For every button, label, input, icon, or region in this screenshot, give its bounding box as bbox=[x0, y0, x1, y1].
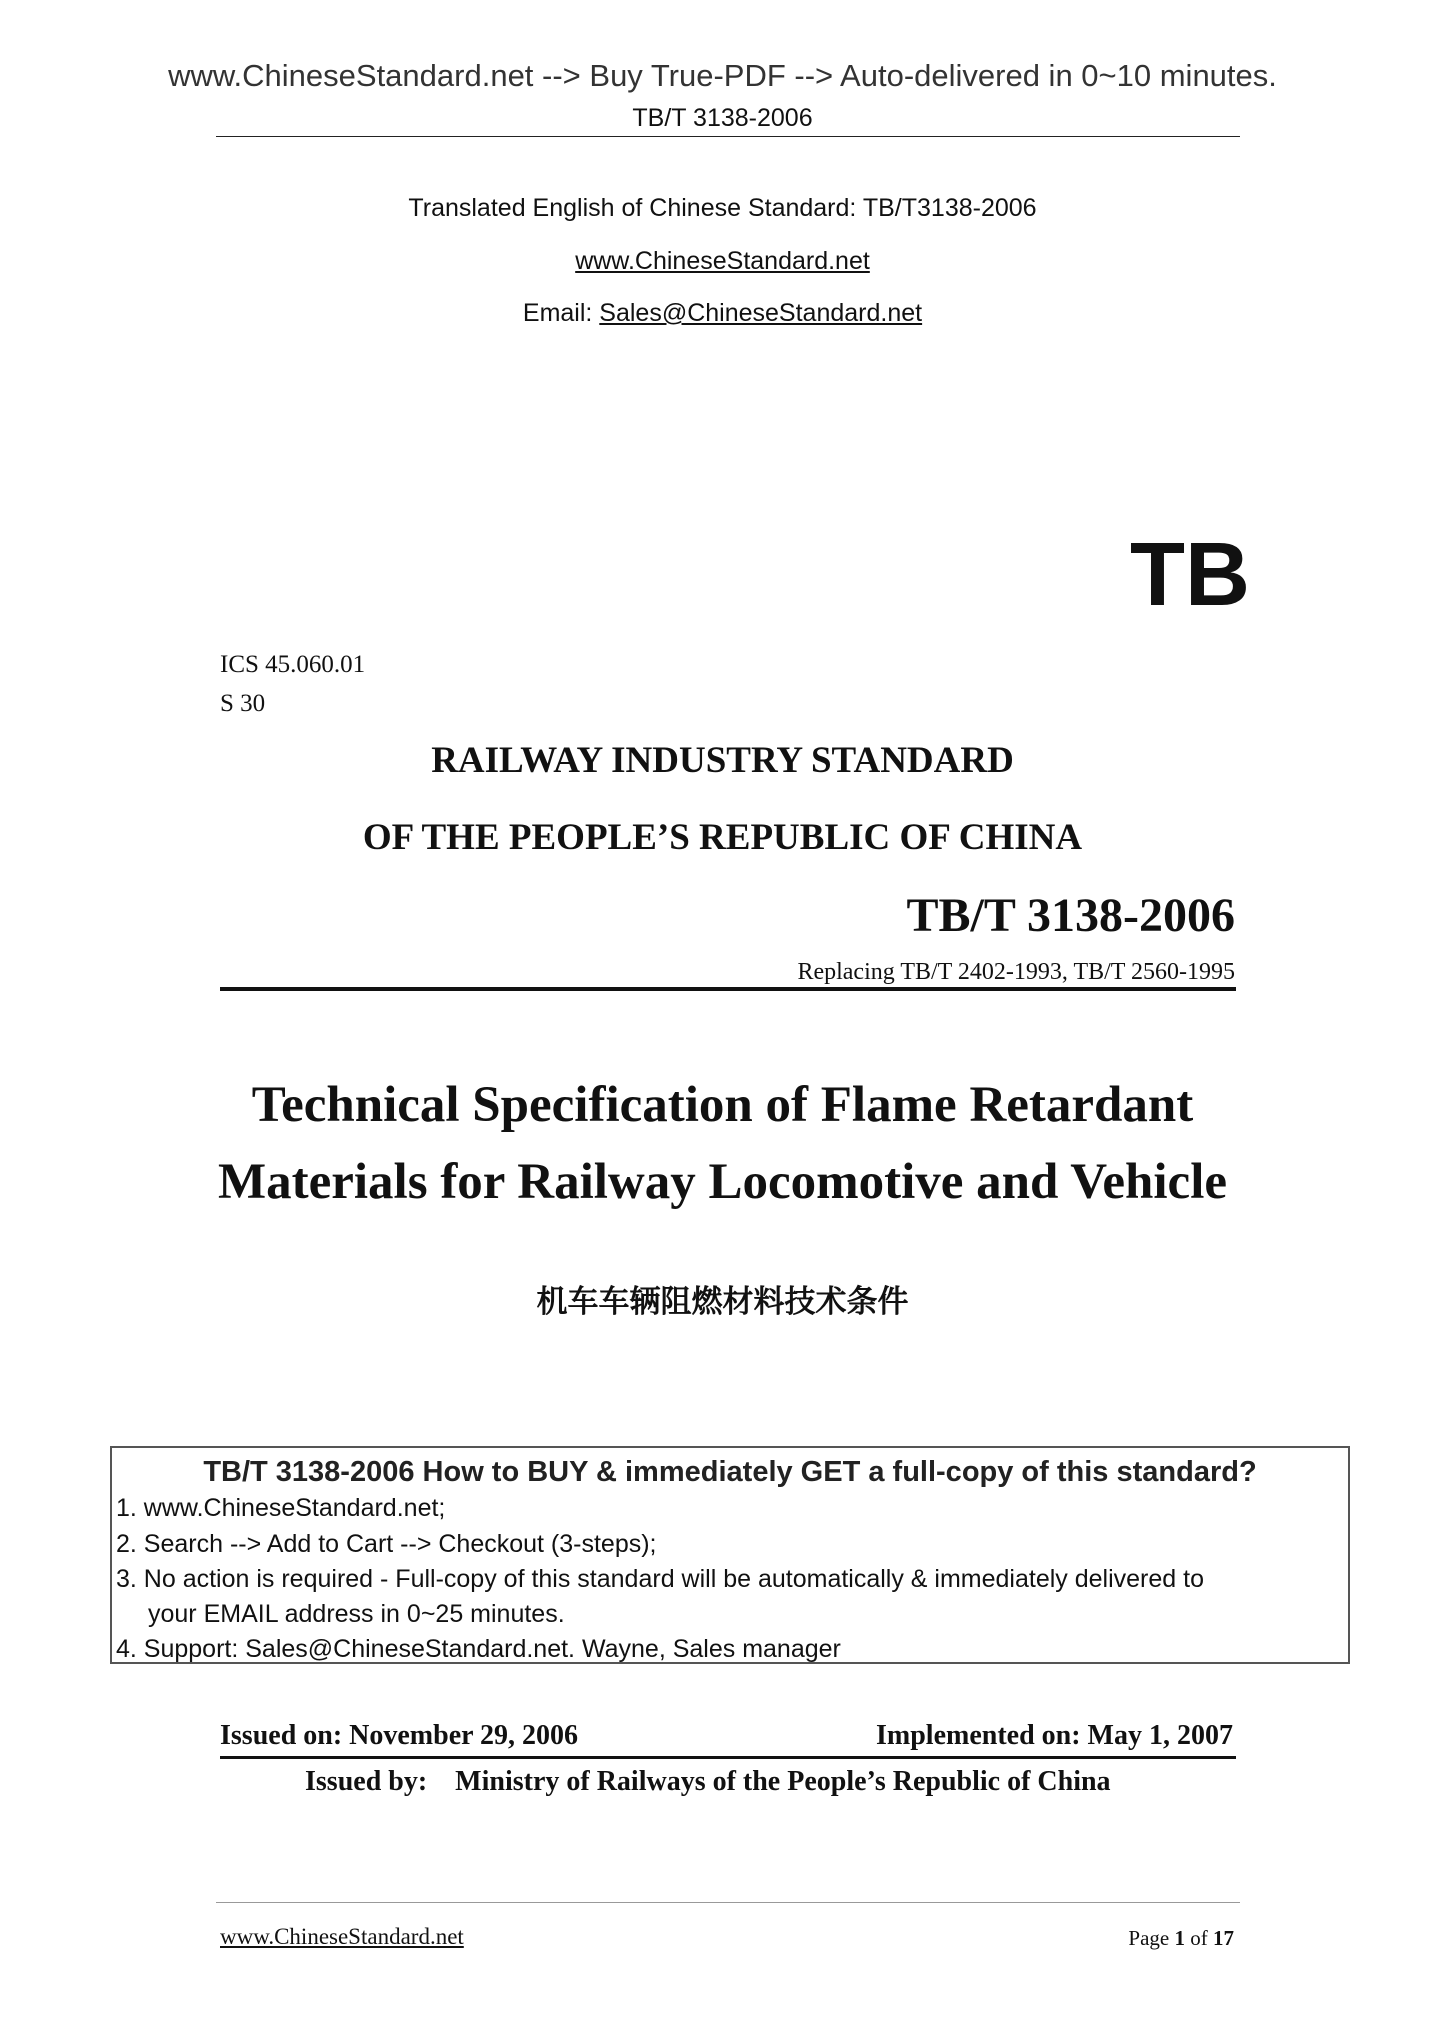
email-line bbox=[0, 299, 1445, 328]
buy-instructions-box bbox=[110, 1446, 1350, 1664]
footer-site-link[interactable]: www.ChineseStandard.net bbox=[220, 1924, 464, 1949]
standard-number: TB/T 3138-2006 bbox=[906, 889, 1235, 942]
page-of: of bbox=[1185, 1926, 1213, 1950]
footer-divider bbox=[216, 1902, 1240, 1903]
buy-step-1: 1. www.ChineseStandard.net; bbox=[116, 1494, 446, 1522]
email-link[interactable]: Sales@ChineseStandard.net bbox=[599, 299, 923, 327]
document-title-line2: Materials for Railway Locomotive and Vehicle bbox=[217, 1154, 1228, 1210]
issued-by: Issued by: Ministry of Railways of the People’s Republic of China bbox=[305, 1766, 1111, 1797]
buy-step-4: 4. Support: Sales@ChineseStandard.net. Wayne, Sales manager bbox=[116, 1635, 841, 1663]
site-link[interactable]: www.ChineseStandard.net bbox=[575, 247, 870, 275]
main-divider bbox=[220, 987, 1236, 991]
document-title-chinese: 机车车辆阻燃材料技术条件 bbox=[536, 1284, 909, 1319]
page-label: Page bbox=[1128, 1926, 1175, 1950]
top-banner: www.ChineseStandard.net --> Buy True-PDF --> Auto-delivered in 0~10 minutes. bbox=[168, 58, 1277, 93]
translated-title: Translated English of Chinese Standard: TB/T3138-2006 bbox=[408, 194, 1037, 222]
page-total: 17 bbox=[1213, 1926, 1234, 1950]
document-title-line1: Technical Specification of Flame Retardant bbox=[251, 1077, 1194, 1133]
tb-logo: TB bbox=[1130, 525, 1250, 625]
site-link-row bbox=[0, 247, 1445, 276]
buy-step-3-continued: your EMAIL address in 0~25 minutes. bbox=[148, 1600, 565, 1628]
page-number bbox=[1000, 1926, 1234, 1951]
buy-step-3: 3. No action is required - Full-copy of this standard will be automatically & immediately delivered to bbox=[116, 1565, 1204, 1593]
issued-on-date: Issued on: November 29, 2006 bbox=[220, 1720, 579, 1751]
email-label: Email: bbox=[522, 299, 600, 327]
header-doc-code: TB/T 3138-2006 bbox=[632, 104, 813, 132]
ics-code: ICS 45.060.01 bbox=[220, 651, 366, 678]
issue-divider bbox=[220, 1756, 1236, 1759]
buy-box-title: TB/T 3138-2006 How to BUY & immediately GET a full-copy of this standard? bbox=[203, 1456, 1257, 1488]
standard-type-line1: RAILWAY INDUSTRY STANDARD bbox=[431, 740, 1014, 781]
implemented-on-date: Implemented on: May 1, 2007 bbox=[876, 1720, 1233, 1751]
classification-code: S 30 bbox=[220, 690, 266, 717]
page-current: 1 bbox=[1174, 1926, 1185, 1950]
replacing-note: Replacing TB/T 2402-1993, TB/T 2560-1995 bbox=[797, 959, 1235, 985]
buy-step-2: 2. Search --> Add to Cart --> Checkout (3-steps); bbox=[116, 1530, 657, 1558]
header-divider bbox=[216, 136, 1240, 137]
standard-type-line2: OF THE PEOPLE’S REPUBLIC OF CHINA bbox=[362, 817, 1083, 858]
